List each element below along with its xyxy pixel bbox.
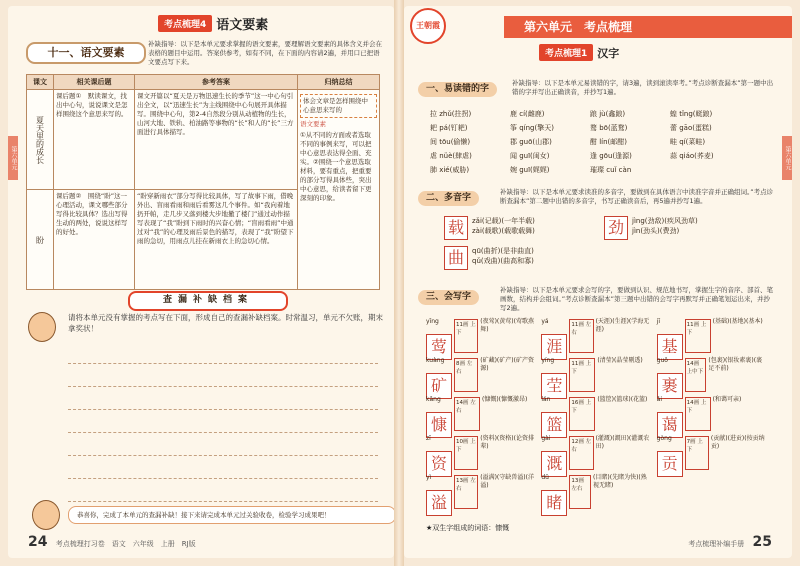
writing-hint: 补缺指导：以下是本单元要求会写的字，要做到认识、规范地书写，掌握生字的音序、部首、笔画数，结构并会组词。”考点诊断查漏本”第三题中出错的会写字再默写并正确笔划运出来，并抄写2遍。 <box>500 286 773 312</box>
review-banner: 查漏补缺档案 <box>128 291 288 311</box>
char-pinyin: yá <box>541 318 549 325</box>
char-meta: 14画 上下 <box>685 397 711 431</box>
char-card <box>541 318 652 354</box>
char-words: (篮筐)(篮球)(花篮) <box>597 396 648 403</box>
char-pinyin: kuàng <box>426 357 445 364</box>
sub-tag: 考点梳理1 <box>539 44 593 61</box>
char-words: (包裹)(银妆素裹)(裹足不前) <box>708 357 763 372</box>
summary-cell <box>298 90 380 290</box>
section-polyphone: 二、多音字 <box>418 191 479 206</box>
section-hint: 补缺指导：以下是本单元要求掌握的语文要素，要理解语文要素的具体含义并会在表格的题目中运用。答案供参考，如有不同，在下面的内容请2遍，并用口已把语文要点写下来。 <box>148 40 382 66</box>
char-words: (天涯)(生涯)(学海无涯) <box>595 318 650 333</box>
word-pair: 踉 jù(鑫踉) <box>590 110 626 118</box>
left-page <box>8 6 394 558</box>
section-misread: 一、易读错的字 <box>418 82 497 97</box>
char-glyph: 蔼 <box>657 412 683 438</box>
char-pinyin: gòng <box>656 435 672 442</box>
col-header: 相关课后题 <box>54 75 135 90</box>
page-number: 24 <box>28 534 48 550</box>
char-meta: 11画 上下 <box>454 319 478 353</box>
poly-reading: jìng(劲敌)(疾风劲草) <box>632 217 698 225</box>
summary-table <box>26 74 380 290</box>
word-pair: 虐 nüè(肆虐) <box>430 152 472 160</box>
char-card <box>541 357 652 393</box>
char-glyph: 贡 <box>657 451 683 477</box>
poly-char: 载 <box>444 216 468 240</box>
sub-header <box>539 44 619 61</box>
char-card <box>657 357 768 393</box>
header-tag: 考点梳理4 <box>158 15 212 32</box>
review-prompt: 请将本单元没有掌握的考点写在下面，形成自己的查漏补缺档案。时常温习，单元不欠账，期末拿奖状！ <box>68 313 383 333</box>
char-words: (目睹)(先睹为快)(熟视无睹) <box>593 474 647 489</box>
answer-cell: 课文开篇以“夏天是万物迅速生长的季节”这一中心句引出全文，以“迅速生长”为主线围绕中心句展开具体描写。围绕中心句，第2-4自然段分别从动植物的生长，山河大地、铁轨、柏油路等事物的“长”和人的“长”三方面进行具体描写。 <box>135 90 298 190</box>
word-pair: 耙 pá(钉耙) <box>430 124 468 132</box>
char-glyph: 基 <box>657 334 683 360</box>
char-meta: 8画 左右 <box>454 358 478 392</box>
word-pair: 闻 guī(闺女) <box>510 152 550 160</box>
poly-reading: qū(曲折)(是非曲直) <box>472 247 534 255</box>
brand-logo: 王朝霞 <box>410 8 446 44</box>
left-footer <box>28 534 196 550</box>
character-grid <box>426 318 768 510</box>
poly-char: 曲 <box>444 246 468 270</box>
book-spine <box>394 0 404 566</box>
char-glyph: 莺 <box>426 334 452 360</box>
word-pair: 逢 gōu(逢源) <box>590 152 632 160</box>
char-meta: 7画 上下 <box>685 436 709 470</box>
char-words: (灌溉)(溉田)(灌溉农田) <box>595 435 650 450</box>
char-glyph: 资 <box>426 451 452 477</box>
char-card <box>426 318 537 354</box>
char-meta: 11画 上下 <box>569 358 595 392</box>
header-title: 语文要素 <box>216 17 269 33</box>
char-glyph: 矿 <box>426 373 452 399</box>
char-pinyin: kāng <box>426 396 441 403</box>
polyphone-entry <box>444 246 534 270</box>
char-glyph: 睹 <box>541 490 567 516</box>
char-card <box>541 435 652 471</box>
char-meta: 14画 左右 <box>454 397 480 431</box>
char-words: (矿藏)(矿产)(矿产资源) <box>480 357 534 372</box>
char-glyph: 慷 <box>426 412 452 438</box>
completion-note: 恭喜你，完成了本单元的查漏补缺！接下来请完成本单元过关验收卷，检验学习成果吧！ <box>68 506 394 524</box>
writing-line[interactable] <box>68 433 378 456</box>
question-cell: 课后题② 围绕“盼”这一心理活动，课文哪些部分写得比较具体？选出写得生动的两处，说说这样写的好处。 <box>54 190 135 290</box>
word-pair: 璀璨 cuǐ càn <box>590 166 632 174</box>
word-pair: 拉 zhǔ(拄拐) <box>430 110 472 118</box>
col-header: 参考答案 <box>135 75 298 90</box>
char-meta: 11画 上下 <box>685 319 711 353</box>
page-number: 25 <box>752 534 772 550</box>
char-pinyin: yíng <box>541 357 555 364</box>
word-pair: 蕾 gāo(蛋糕) <box>670 124 712 132</box>
unit-side-tab: 第六单元 <box>8 136 18 180</box>
char-card <box>426 357 537 393</box>
char-meta: 10画 上下 <box>454 436 478 470</box>
char-card <box>657 318 768 354</box>
char-card <box>657 435 768 471</box>
section-title: 十一、语文要素 <box>26 42 146 64</box>
writing-line[interactable] <box>68 479 378 502</box>
polyphone-entry <box>604 216 698 240</box>
char-glyph: 溢 <box>426 490 452 516</box>
char-pinyin: ǎi <box>656 396 662 403</box>
char-words: (资料)(资格)(论资排辈) <box>480 435 534 450</box>
col-header: 课文 <box>27 75 54 90</box>
writing-line[interactable] <box>68 364 378 387</box>
char-card <box>426 396 537 432</box>
char-glyph: 涯 <box>541 334 567 360</box>
char-words: (贡献)(进贡)(按贡纳贡) <box>710 435 765 450</box>
right-footer <box>688 534 778 550</box>
summary-text: ①从不同的方面或者选取不同的事例来写，可以把中心意思表达得全面、充实。②围绕一个意思选取材料，要有重点，把重要的部分写得具体些，突出中心意思，给读者留下更深刻的印象。 <box>300 131 372 202</box>
char-words: (基础)(基地)(基本) <box>712 318 763 325</box>
left-header <box>158 14 268 32</box>
section-writing: 三、会写字 <box>418 290 479 305</box>
char-glyph: 茔 <box>541 373 567 399</box>
unit-side-tab: 第六单元 <box>782 136 792 180</box>
char-meta: 11画 左右 <box>569 319 593 353</box>
summary-heading: 体会文章是怎样围绕中心意思来写的 <box>300 94 377 118</box>
char-pinyin: guǒ <box>656 357 668 364</box>
polyphone-hint: 补缺指导：以下是本单元要求读准的多音字，要做到在具体语言中读准字音并正确组词。”考点诊断查漏本”第二题中出错的多音字，书写正确读音后，再5遍并抄写1遍。 <box>500 188 774 205</box>
child-avatar <box>32 500 60 530</box>
word-pair: 婉 guī(娓娓) <box>510 166 550 174</box>
word-pair: 筝 qíng(擎天) <box>510 124 554 132</box>
misread-list <box>430 109 750 175</box>
word-pair: 畦 qí(菜畦) <box>670 138 706 146</box>
char-pinyin: yīng <box>426 318 439 325</box>
char-glyph: 篮 <box>541 412 567 438</box>
writing-lines[interactable] <box>68 341 378 502</box>
char-words: (慷慨)(慷慨激昂) <box>482 396 528 403</box>
poly-reading: jìn(劲头)(费劲) <box>632 227 680 235</box>
char-pinyin: jī <box>656 318 660 325</box>
unit-title: 第六单元 考点梳理 <box>504 16 792 38</box>
char-pinyin: lán <box>541 396 551 403</box>
word-pair: 酣 lín(邮酣) <box>590 138 628 146</box>
char-meta: 14画 上中下 <box>685 358 707 392</box>
footer-text: 考点梳理补编手册 <box>688 540 745 548</box>
char-pinyin: dǔ <box>541 474 549 481</box>
char-words: (溢满)(守缺兽溢)(洋溢) <box>480 474 534 489</box>
polyphone-entry <box>444 216 535 240</box>
word-pair: 鹿 cí(雌鹿) <box>510 110 545 118</box>
word-pair: 蝗 tǐng(蜓踉) <box>670 110 713 118</box>
col-header: 归纳总结 <box>298 75 380 90</box>
word-pair: 间 tōu(偷懒) <box>430 138 471 146</box>
poly-reading: qǔ(戏曲)(曲高和寡) <box>472 257 534 265</box>
char-pinyin: yì <box>426 474 432 481</box>
char-glyph: 溉 <box>541 451 567 477</box>
lesson-cell: 盼 <box>27 190 54 290</box>
char-pinyin: gài <box>541 435 551 442</box>
summary-tag: 语文要素 <box>300 120 326 128</box>
footer-text: 考点梳理打习卷 语文 六年级 上册 RJ版 <box>55 540 196 548</box>
word-pair: 郡 guō(山郡) <box>510 138 552 146</box>
answer-cell: “盼穿新雨衣”部分写得比较具体，写了故事下雨，借晚外出、盲雨看雨和雨后看雾这几个事件。如“我向着地扔开帕，走几步又落到楼大步地撤了楼门”通过动作描写表现了“我”盼到下雨时的兴奋心情；“盲雨看雨”中通过对“我”的心理及雨后景色的描写，表现了“我”盼望下雨的急切，用雨点儿挂在新雨衣上的急切心情。 <box>135 190 298 290</box>
char-card <box>426 474 537 510</box>
char-meta: 13画 左右 <box>454 475 478 509</box>
char-pinyin: zī <box>426 435 431 442</box>
misread-hint: 补缺指导：以下是本单元易读错的字，请3遍，读到滚读率考。”考点诊断查漏本”第一题中出错的字并写出正确读音，并抄写1遍。 <box>512 79 774 96</box>
char-card <box>541 474 652 510</box>
writing-line[interactable] <box>68 387 378 410</box>
char-words: (清莹)(晶莹剔透) <box>597 357 643 364</box>
poly-reading: zài(载歌)(载歌载舞) <box>472 227 535 235</box>
char-meta: 12画 左右 <box>569 436 593 470</box>
writing-line[interactable] <box>68 456 378 479</box>
poly-char: 劲 <box>604 216 628 240</box>
lesson-cell: 夏天里的成长 <box>27 90 54 190</box>
char-words: (夜莺)(黄莺)(莺歌燕舞) <box>480 318 534 333</box>
sub-title: 汉字 <box>597 46 620 60</box>
word-pair: 蒜 qiáo(荞麦) <box>670 152 714 160</box>
char-words: (和蔼可亲) <box>712 396 742 403</box>
char-card <box>426 435 537 471</box>
char-meta: 13画 左右 <box>569 475 591 509</box>
poly-reading: zǎi(记载)(一年半载) <box>472 217 535 225</box>
right-page <box>404 6 792 558</box>
word-pair: 鹜 bō(蓝鹜) <box>590 124 628 132</box>
question-cell: 课后题① 默读课文，找出中心句，说说课文是怎样围绕这个意思来写的。 <box>54 90 135 190</box>
char-card <box>657 396 768 432</box>
word-pair: 肺 xié(威胁) <box>430 166 470 174</box>
word-note: ★双生字组成的词语：慷慨 <box>426 524 510 532</box>
char-meta: 16画 上下 <box>569 397 595 431</box>
writing-line[interactable] <box>68 341 378 364</box>
child-avatar <box>28 312 56 342</box>
char-glyph: 裹 <box>657 373 683 399</box>
writing-line[interactable] <box>68 410 378 433</box>
char-card <box>541 396 652 432</box>
